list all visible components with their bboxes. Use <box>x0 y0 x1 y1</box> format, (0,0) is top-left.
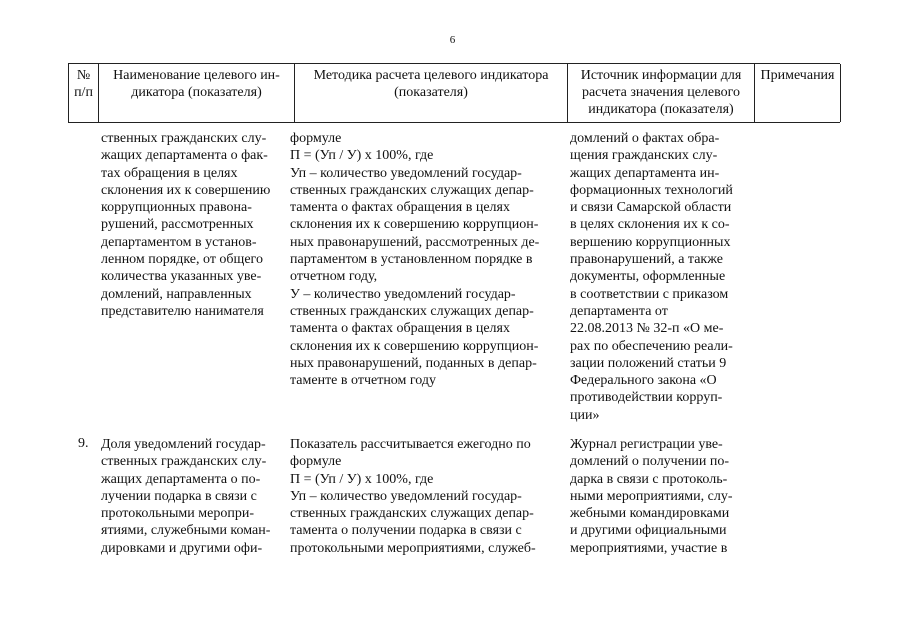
text-line: жащих департамента о по- <box>101 471 261 487</box>
row-9-source <box>570 436 752 557</box>
text-line: Доля уведомлений государ- <box>101 437 266 452</box>
text-line: ленном порядке, от общего <box>101 252 263 268</box>
text-line: и связи Самарской области <box>570 200 732 216</box>
text-line: отчетном году, <box>290 269 378 285</box>
text-line: тах обращения в целях <box>101 165 238 181</box>
text-line: документы, оформленные <box>570 269 726 285</box>
text-line: склонения их к совершению коррупцион- <box>290 338 539 354</box>
text-line: таменте в отчетном году <box>290 373 437 389</box>
text-line: правонарушений, а также <box>570 252 723 268</box>
text-line: ственных гражданских служащих депар- <box>290 506 534 522</box>
text-line: ственных гражданских служащих депар- <box>290 182 534 198</box>
text-line: в целях склонения их к со- <box>570 217 730 233</box>
text-line: и другими официальными <box>570 523 727 539</box>
text-line: ственных гражданских служащих депар- <box>290 303 534 319</box>
text-line: департаментом в установ- <box>101 234 257 250</box>
text-line: представителю нанимателя <box>101 303 264 319</box>
row-9-number: 9. <box>78 436 89 451</box>
text-line: количества указанных уве- <box>101 269 262 285</box>
text-line: ными мероприятиями, слу- <box>570 488 733 504</box>
text-line: тамента о получении подарка в связи с <box>290 523 522 539</box>
text-line: Показатель рассчитывается ежегодно по <box>290 437 531 452</box>
text-line: рах по обеспечению реали- <box>570 338 733 354</box>
text-line: Уп – количество уведомлений государ- <box>290 488 522 504</box>
text-line: склонения их к совершению <box>101 182 271 198</box>
text-line: склонения их к совершению коррупцион- <box>290 217 539 233</box>
text-line: рушений, рассмотренных <box>101 217 254 233</box>
text-line: дировками и другими офи- <box>101 540 263 556</box>
text-line: домлений о получении по- <box>570 454 730 470</box>
header-col-notes: Примечания <box>755 64 841 122</box>
text-line: Журнал регистрации уве- <box>570 437 723 452</box>
continued-row-method <box>290 130 561 389</box>
text-line: формуле <box>290 131 342 146</box>
text-line: формуле <box>290 454 342 470</box>
text-line: вершению коррупционных <box>570 234 731 250</box>
header-col-number: № п/п <box>69 64 99 122</box>
continued-row-source <box>570 130 752 424</box>
text-line: жащих департамента ин- <box>570 165 720 181</box>
header-col-indicator-name: Наименование целевого ин- дикатора (показателя) <box>99 64 295 122</box>
text-line: П = (Уп / У) х 100%, где <box>290 148 434 164</box>
text-line: ятиями, служебными коман- <box>101 523 271 539</box>
table-header <box>68 63 840 123</box>
text-line: ственных гражданских слу- <box>101 454 267 470</box>
header-col-source: Источник информации для расчета значения целевого индикатора (показателя) <box>568 64 755 122</box>
continued-row-indicator-name <box>101 130 289 320</box>
text-line: тамента о фактах обращения в целях <box>290 321 510 337</box>
text-line: ных правонарушений, рассмотренных де- <box>290 234 540 250</box>
text-line: щения гражданских слу- <box>570 148 718 164</box>
text-line: мероприятиями, участие в <box>570 540 728 556</box>
text-line: формационных технологий <box>570 182 733 198</box>
text-line: в соответствии с приказом <box>570 286 729 302</box>
text-line: партаментом в установленном порядке в <box>290 252 533 268</box>
text-line: протокольными мероприятиями, служеб- <box>290 540 536 556</box>
text-line: домлений, направленных <box>101 286 252 302</box>
text-line: департамента от <box>570 303 668 319</box>
text-line: ных правонарушений, поданных в депар- <box>290 355 537 371</box>
text-line: тамента о фактах обращения в целях <box>290 200 510 216</box>
text-line: жебными командировками <box>570 506 730 522</box>
text-line: ственных гражданских слу- <box>101 131 267 146</box>
page-number: 6 <box>449 34 456 46</box>
text-line: домлений о фактах обра- <box>570 131 720 146</box>
text-line: Федерального закона «О <box>570 373 717 389</box>
text-line: лучении подарка в связи с <box>101 488 257 504</box>
text-line: П = (Уп / У) х 100%, где <box>290 471 434 487</box>
text-line: зации положений статьи 9 <box>570 355 727 371</box>
header-col-method: Методика расчета целевого индикатора (показателя) <box>295 64 568 122</box>
text-line: коррупционных правона- <box>101 200 252 216</box>
row-9-method <box>290 436 561 557</box>
row-9-indicator-name <box>101 436 289 557</box>
text-line: ции» <box>570 407 600 423</box>
text-line: У – количество уведомлений государ- <box>290 286 516 302</box>
text-line: жащих департамента о фак- <box>101 148 268 164</box>
text-line: Уп – количество уведомлений государ- <box>290 165 522 181</box>
text-line: противодействии корруп- <box>570 390 723 406</box>
text-line: дарка в связи с протоколь- <box>570 471 728 487</box>
text-line: 22.08.2013 № 32-п «О ме- <box>570 321 724 337</box>
text-line: протокольными меропри- <box>101 506 254 522</box>
